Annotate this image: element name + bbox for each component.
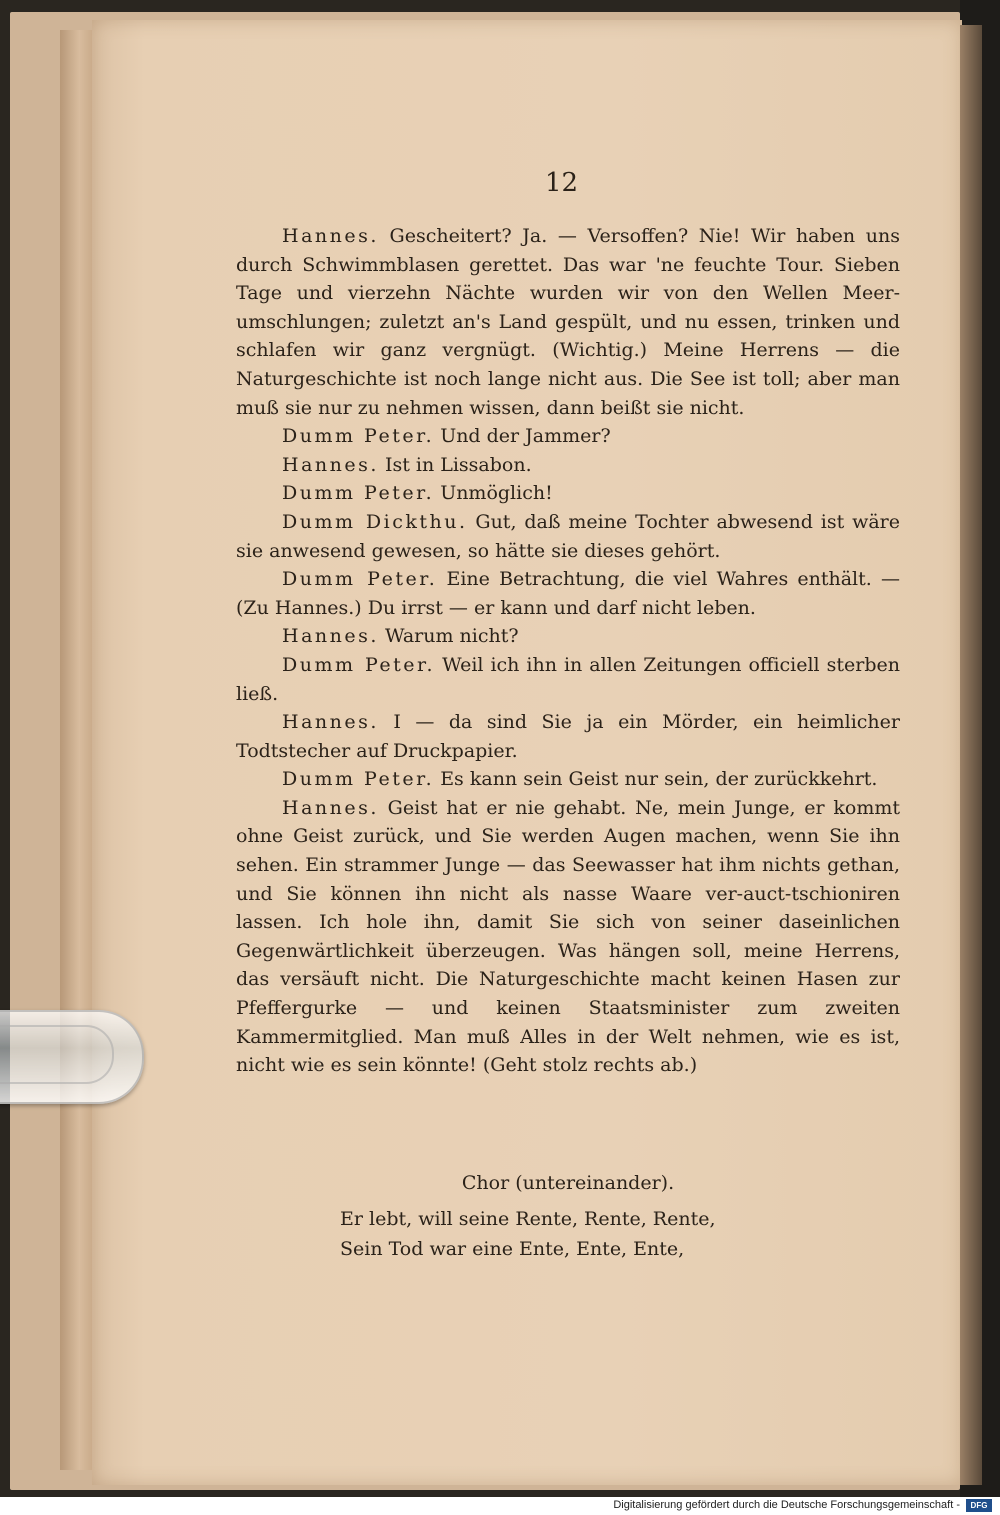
speaker-name: Dumm Peter.	[282, 425, 435, 448]
chorus-heading: Chor (untereinander).	[461, 1172, 675, 1194]
dialogue-text: Warum nicht?	[384, 625, 519, 648]
footer-credit: Digitalisierung gefördert durch die Deutsche Forschungsgemeinschaft -	[613, 1499, 960, 1511]
dialogue-paragraph	[236, 222, 900, 422]
speaker-name: Hannes.	[282, 453, 379, 476]
dialogue-text: Unmöglich!	[440, 482, 553, 505]
verse-line: Sein Tod war eine Ente, Ente, Ente,	[340, 1238, 685, 1260]
speaker-name: Dumm Peter.	[282, 568, 438, 591]
dialogue-paragraph	[236, 708, 900, 765]
dialogue-text: Und der Jammer?	[440, 425, 611, 448]
footer-bar	[0, 1497, 1000, 1515]
speaker-name: Dumm Peter.	[282, 653, 436, 676]
dialogue-text: I — da sind Sie ja ein Mörder, ein heimlicher Todtstecher auf Druckpapier.	[236, 711, 900, 762]
speaker-name: Hannes.	[282, 711, 379, 734]
dialogue-text: Weil ich ihn in allen Zeitungen officiell sterben ließ.	[236, 653, 900, 705]
dialogue-text: Es kann sein Geist nur sein, der zurückkehrt.	[440, 768, 878, 791]
page-stack-edge	[60, 30, 95, 1470]
page-right-edge	[960, 25, 982, 1485]
dfg-logo-icon: DFG	[966, 1499, 992, 1512]
dialogue-paragraph	[236, 422, 900, 451]
speaker-name: Hannes.	[282, 796, 379, 819]
verse-line: Er lebt, will seine Rente, Rente, Rente,	[340, 1208, 716, 1230]
dialogue-text: Geist hat er nie gehabt. Ne, mein Junge, er kommt ohne Geist zurück, und Sie werden Augen machen, wenn Sie ihn sehen. Ein strammer Junge — das Seewasser hat ihm nichts gethan, und Sie können ihn nicht als nasse Waare ver-auct-tschioniren lassen. Ich hole ihn, damit Sie sich von seiner daseinlichen Gegenwärtlichkeit überzeugen. Was hängen soll, meine Herrens, das versäuft nicht. Die Naturgeschichte macht keinen Hasen zur Pfeffergurke — und keinen Staatsminister zum zweiten Kammermitglied. Man muß Alles in der Welt nehmen, wie es ist, nicht wie es sein könnte! (Geht stolz rechts ab.)	[236, 796, 900, 1077]
chorus-verse	[340, 1204, 716, 1264]
dialogue-paragraph	[236, 651, 900, 708]
dialogue-paragraph	[236, 565, 900, 622]
paper-clip-inner-loop	[0, 1025, 114, 1084]
speaker-name: Dumm Peter.	[282, 768, 435, 791]
dialogue-paragraph	[236, 622, 900, 651]
speaker-name: Dumm Peter.	[282, 482, 435, 505]
speaker-name: Hannes.	[282, 225, 379, 247]
dialogue-paragraph	[236, 451, 900, 480]
speaker-name: Dumm Dickthu.	[282, 510, 468, 533]
dialogue-paragraph	[236, 479, 900, 508]
page-number: 12	[545, 168, 579, 198]
dialogue-text: Gut, daß meine Tochter abwesend ist wäre sie anwesend gewesen, so hätte sie dieses gehört.	[236, 510, 901, 562]
dialogue-paragraph	[236, 794, 900, 1080]
dialogue-text: Ist in Lissabon.	[384, 453, 532, 476]
dialogue-paragraph	[236, 765, 900, 794]
dialogue-paragraph	[236, 508, 900, 565]
dialogue-text: Gescheitert? Ja. — Versoffen? Nie! Wir haben uns durch Schwimmblasen gerettet. Das war 'ne feuchte Tour. Sieben Tage und vierzehn Nächte wurden wir von den Wellen Meer-umschlungen; zuletzt an's Land gespült, und nu essen, trinken und schlafen wir ganz vergnügt. (Wichtig.) Meine Herrens — die Naturgeschichte ist noch lange nicht aus. Die See ist toll; aber man muß sie nur zu nehmen wissen, dann beißt sie nicht.	[236, 225, 900, 419]
play-text	[236, 222, 900, 1080]
dialogue-text: Eine Betrachtung, die viel Wahres enthält. — (Zu Hannes.) Du irrst — er kann und darf nicht leben.	[236, 568, 900, 619]
speaker-name: Hannes.	[282, 625, 379, 648]
